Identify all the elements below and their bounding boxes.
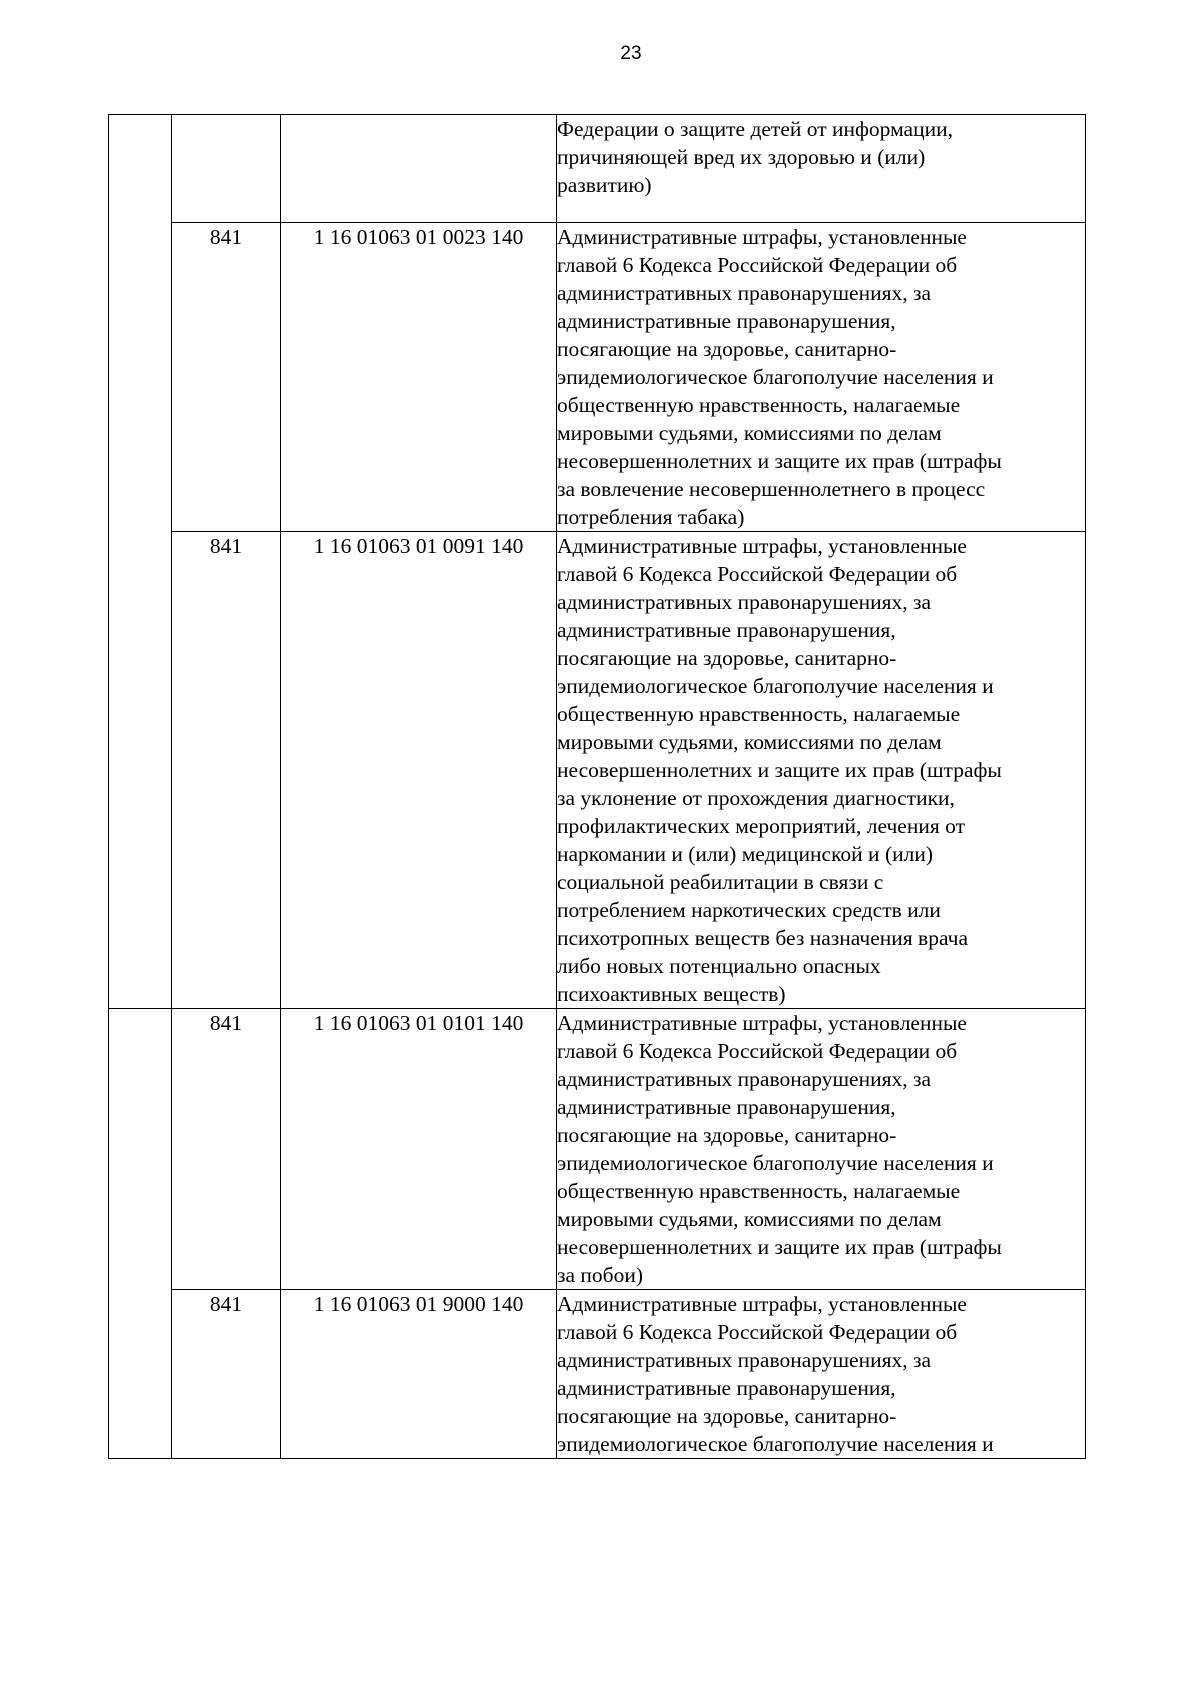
description-line: главой 6 Кодекса Российской Федерации об (557, 562, 958, 586)
table-row (109, 223, 1086, 532)
description-line: эпидемиологическое благополучие населения и (557, 1432, 994, 1456)
page-number: 23 (620, 43, 642, 64)
description-line: административных правонарушениях, за (557, 590, 932, 614)
description-line: либо новых потенциально опасных (557, 954, 881, 978)
description-line: общественную нравственность, налагаемые (557, 1179, 961, 1203)
admin-code-cell (172, 115, 281, 223)
description-line: мировыми судьями, комиссиями по делам (557, 1207, 942, 1231)
description-line: общественную нравственность, налагаемые (557, 702, 961, 726)
description-line: потребления табака) (557, 505, 745, 529)
description-line: мировыми судьями, комиссиями по делам (557, 730, 942, 754)
description-line: посягающие на здоровье, санитарно- (557, 1404, 897, 1428)
description-line: профилактических мероприятий, лечения от (557, 814, 965, 838)
description-line: эпидемиологическое благополучие населения и (557, 1151, 994, 1175)
description-line: психоактивных веществ) (557, 982, 786, 1006)
description-line: административных правонарушениях, за (557, 1067, 932, 1091)
description-line: Административные штрафы, установленные (557, 1292, 967, 1316)
group-cell (109, 223, 172, 532)
description-line: посягающие на здоровье, санитарно- (557, 337, 897, 361)
admin-code-cell: 841 (172, 1009, 281, 1290)
description-line: потреблением наркотических средств или (557, 898, 941, 922)
description-line: административные правонарушения, (557, 309, 896, 333)
budget-codes-table (108, 114, 1086, 1459)
kbk-cell: 1 16 01063 01 0101 140 (281, 1009, 557, 1290)
description-line: административные правонарушения, (557, 1376, 896, 1400)
description-line: посягающие на здоровье, санитарно- (557, 1123, 897, 1147)
description-line: Административные штрафы, установленные (557, 225, 967, 249)
description-line: эпидемиологическое благополучие населения и (557, 674, 994, 698)
admin-code-cell: 841 (172, 223, 281, 532)
description-line: административных правонарушениях, за (557, 1348, 932, 1372)
description-line: административные правонарушения, (557, 1095, 896, 1119)
description-line: несовершеннолетних и защите их прав (штрафы (557, 1235, 1002, 1259)
group-cell (109, 115, 172, 223)
description-line: психотропных веществ без назначения врача (557, 926, 968, 950)
description-line: Административные штрафы, установленные (557, 534, 967, 558)
description-line: несовершеннолетних и защите их прав (штрафы (557, 758, 1002, 782)
admin-code-cell: 841 (172, 532, 281, 1009)
description-line: посягающие на здоровье, санитарно- (557, 646, 897, 670)
table-row (109, 532, 1086, 1009)
description-line: за побои) (557, 1263, 644, 1287)
group-cell (109, 532, 172, 1009)
kbk-cell (281, 115, 557, 223)
description-cell (557, 115, 1086, 223)
description-line: Федерации о защите детей от информации, (557, 117, 953, 141)
description-line: социальной реабилитации в связи с (557, 870, 884, 894)
description-line: эпидемиологическое благополучие населения и (557, 365, 994, 389)
description-line: главой 6 Кодекса Российской Федерации об (557, 1320, 958, 1344)
admin-code-cell: 841 (172, 1290, 281, 1459)
table-row (109, 115, 1086, 223)
description-line: общественную нравственность, налагаемые (557, 393, 961, 417)
description-cell (557, 532, 1086, 1009)
description-cell (557, 223, 1086, 532)
table-row (109, 1009, 1086, 1290)
table-row (109, 1290, 1086, 1459)
description-line: административных правонарушениях, за (557, 281, 932, 305)
description-line: за уклонение от прохождения диагностики, (557, 786, 955, 810)
kbk-cell: 1 16 01063 01 0023 140 (281, 223, 557, 532)
description-line: причиняющей вред их здоровью и (или) (557, 145, 926, 169)
description-line: развитию) (557, 173, 652, 197)
description-line: главой 6 Кодекса Российской Федерации об (557, 1039, 958, 1063)
description-cell (557, 1290, 1086, 1459)
description-line: за вовлечение несовершеннолетнего в процесс (557, 477, 986, 501)
description-cell (557, 1009, 1086, 1290)
group-cell (109, 1290, 172, 1459)
group-cell (109, 1009, 172, 1290)
description-line: несовершеннолетних и защите их прав (штрафы (557, 449, 1002, 473)
kbk-cell: 1 16 01063 01 9000 140 (281, 1290, 557, 1459)
description-line: мировыми судьями, комиссиями по делам (557, 421, 942, 445)
kbk-cell: 1 16 01063 01 0091 140 (281, 532, 557, 1009)
description-line: административные правонарушения, (557, 618, 896, 642)
description-line: Административные штрафы, установленные (557, 1011, 967, 1035)
description-line: главой 6 Кодекса Российской Федерации об (557, 253, 958, 277)
description-line: наркомании и (или) медицинской и (или) (557, 842, 933, 866)
